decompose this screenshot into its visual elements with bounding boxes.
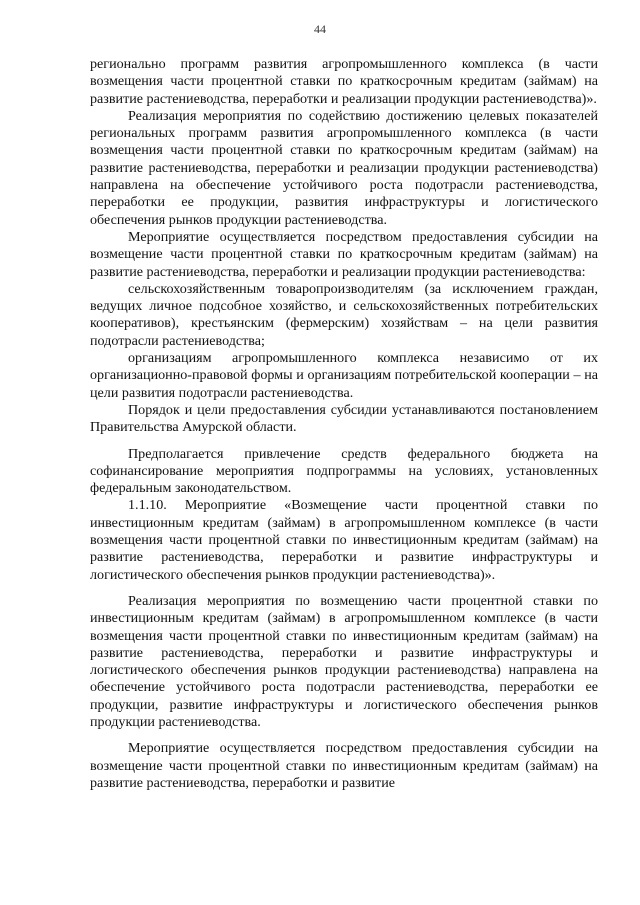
paragraph-1: регионально программ развития агропромышленного комплекса (в части возмещения части процентной ставки по краткосрочным кредитам (займам) на развитие растениеводства, переработки и реализации продукции растениеводства)». [90, 56, 598, 107]
document-body [90, 56, 598, 792]
paragraph-2: Реализация мероприятия по содействию достижению целевых показателей региональных программ развития агропромышленного комплекса (в части возмещения части процентной ставки по краткосрочным кредитам (займам) на развитие растениеводства, переработки и реализации продукции растениеводства) направлена на обеспечение устойчивого роста подотрасли растениеводства, переработки ее продукции, развития инфраструктуры и логистического обеспечения рынков продукции растениеводства. [90, 107, 598, 228]
paragraph-4: сельскохозяйственным товаропроизводителям (за исключением граждан, ведущих личное подсобное хозяйство, и сельскохозяйственных потребительских кооперативов), крестьянским (фермерским) хозяйствам – на цели развития подотрасли растениеводства; [90, 280, 598, 349]
paragraph-6: Порядок и цели предоставления субсидии устанавливаются постановлением Правительства Амурской области. [90, 401, 598, 436]
paragraph-9: Реализация мероприятия по возмещению части процентной ставки по инвестиционным кредитам (займам) в агропромышленном комплексе (в части возмещения части процентной ставки по инвестиционным кредитам (займам) на развитие растениеводства, переработки и развитие инфраструктуры и логистического обеспечения рынков продукции растениеводства) направлена на обеспечение устойчивого роста подотрасли растениеводства, переработки ее продукции, развитие инфраструктуры и логистического обеспечения рынков продукции растениеводства. [90, 592, 598, 730]
paragraph-10: Мероприятие осуществляется посредством предоставления субсидии на возмещение части процентной ставки по инвестиционным кредитам (займам) на развитие растениеводства, переработки и развитие [90, 740, 598, 791]
paragraph-3: Мероприятие осуществляется посредством предоставления субсидии на возмещение части процентной ставки по краткосрочным кредитам (займам) на развитие растениеводства, переработки и реализации продукции растениеводства: [90, 228, 598, 280]
page-number: 44 [314, 22, 326, 36]
paragraph-7: Предполагается привлечение средств федерального бюджета на софинансирование мероприятия подпрограммы на условиях, установленных федеральным законодательством. [90, 445, 598, 497]
paragraph-5: организациям агропромышленного комплекса независимо от их организационно-правовой формы и организациям потребительской кооперации – на цели развития подотрасли растениеводства. [90, 350, 598, 401]
paragraph-8: 1.1.10. Мероприятие «Возмещение части процентной ставки по инвестиционным кредитам (займам) в агропромышленном комплексе (в части возмещения части процентной ставки по инвестиционным кредитам (займам) на развитие растениеводства, переработки и развитие инфраструктуры и логистического обеспечения рынков продукции растениеводства)». [90, 497, 598, 583]
